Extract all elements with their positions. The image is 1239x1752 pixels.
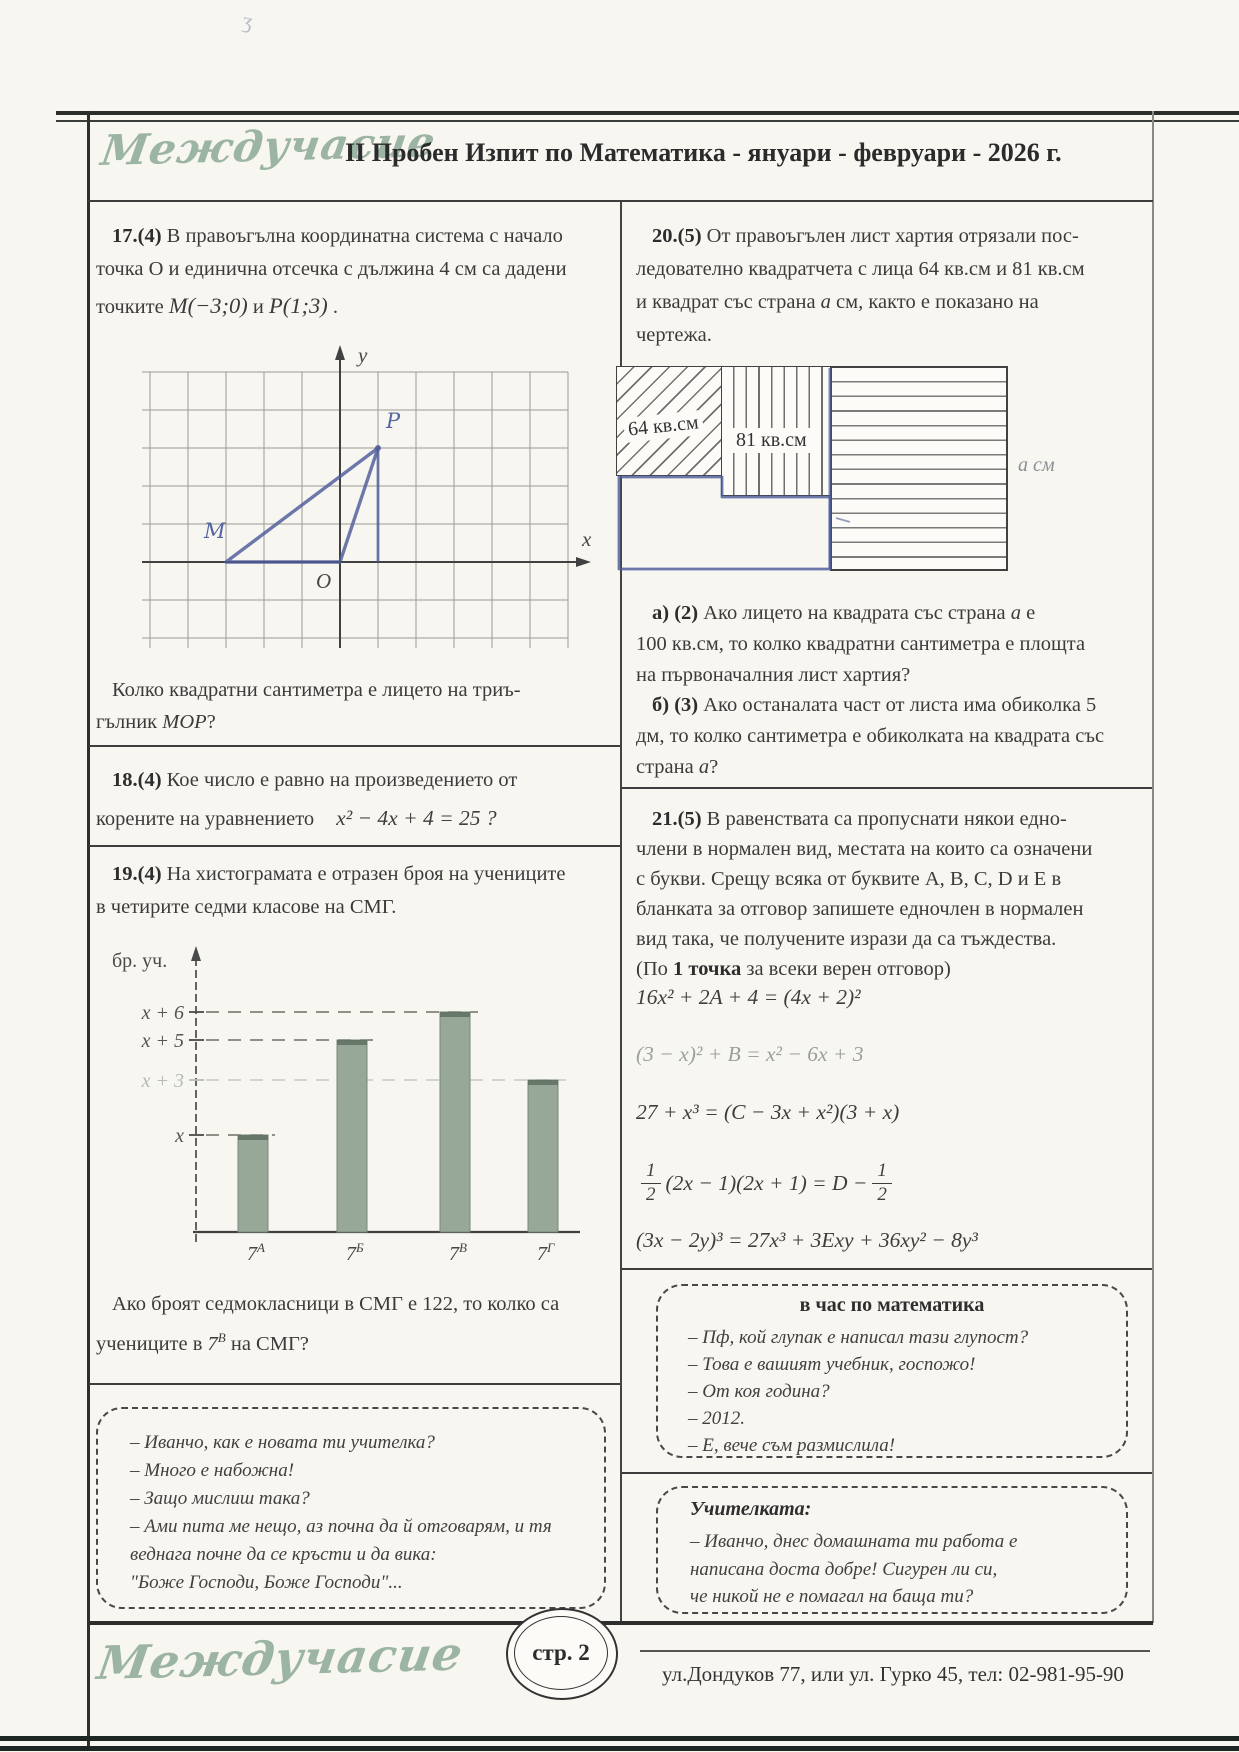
pen-outline-overlay bbox=[616, 366, 1076, 578]
joke-line: – Пф, кой глупак е написал тази глупост? bbox=[688, 1327, 1029, 1348]
histogram-bar bbox=[440, 1012, 470, 1232]
coordinate-grid-figure bbox=[130, 340, 600, 652]
bottom-frame-line-1 bbox=[0, 1736, 1239, 1741]
hist-axis-label: бр. уч. bbox=[112, 950, 168, 972]
joke-line: – Това е вашият учебник, госпожо! bbox=[688, 1354, 976, 1375]
joke-line: "Боже Господи, Боже Господи"... bbox=[130, 1572, 403, 1593]
problem-20-subquestions: а) (2) Ако лицето на квадрата със страна а е 100 кв.см, то колко квадратни сантиметра е площта на първоначалния лист хартия? б) (3) Ако останалата част от листа има обиколка 5 дм, то колко сантиметра е обиколката на квадрата със страна а? bbox=[636, 602, 1105, 778]
section-divider bbox=[621, 787, 1152, 789]
pen-scribble: ʒ bbox=[240, 7, 256, 34]
joke-box-title: в час по математика bbox=[799, 1294, 985, 1316]
histogram-bar-cap bbox=[238, 1135, 268, 1140]
problem-19-question: Ако броят седмокласници в СМГ е 122, то колко са учениците в $7^В$ на СМГ? bbox=[96, 1293, 560, 1355]
joke-line: написана доста добре! Сигурен ли си, bbox=[690, 1558, 998, 1580]
address-divider bbox=[640, 1650, 1150, 1652]
point-p-label: P bbox=[386, 409, 401, 433]
joke-line: че никой не е помагал на баща ти? bbox=[690, 1586, 974, 1607]
x-axis-label: x bbox=[582, 527, 592, 551]
equation-D: $\frac{1}{2}$ (2x − 1)(2x + 1) = D − $\frac{1}{2}$ bbox=[636, 1152, 897, 1214]
point-m-label: M bbox=[204, 519, 226, 543]
histogram-bar bbox=[238, 1135, 268, 1232]
joke-line: – 2012. bbox=[688, 1408, 745, 1429]
problem-19: 19.(4) На хистограмата е отразен броя на учениците в четирите седми класове на СМГ. bbox=[96, 863, 566, 918]
joke-line: – Е, вече съм размислила! bbox=[688, 1435, 896, 1456]
fraction-half: $\frac{1}{2}$ bbox=[872, 1161, 892, 1205]
equation-C: 27 + x³ = (C − 3x + x²)(3 + x) bbox=[636, 1100, 900, 1124]
hist-y-axis-arrow bbox=[191, 946, 201, 961]
problem-17-line: 17.(4) В правоъгълна координатна система с начало bbox=[112, 225, 563, 247]
joke-box-math-class bbox=[656, 1284, 1128, 1458]
section-divider bbox=[621, 1472, 1152, 1474]
right-frame-border bbox=[1152, 111, 1154, 1623]
bar-category-label: $7^А$ bbox=[247, 1240, 265, 1265]
joke-line: веднага почне да се кръсти и да вика: bbox=[130, 1544, 437, 1565]
joke-line: – Защо мислиш така? bbox=[130, 1488, 310, 1509]
problem-21-number: 21.(5) bbox=[652, 808, 702, 830]
pen-tick bbox=[836, 518, 850, 522]
histogram-bar bbox=[528, 1080, 558, 1232]
problem-20-number: 20.(5) bbox=[652, 225, 702, 247]
fraction-half: $\frac{1}{2}$ bbox=[641, 1161, 661, 1205]
bar-category-label: $7^Г$ bbox=[537, 1240, 555, 1265]
masthead-logo: Междучасие bbox=[98, 117, 440, 175]
point-P-dot bbox=[375, 445, 381, 451]
equation-18: x² − 4x + 4 = 25 ? bbox=[336, 806, 497, 830]
page-number-ellipse bbox=[506, 1608, 618, 1700]
joke-line: – Иванчо, как е новата ти учителка? bbox=[130, 1432, 435, 1453]
triangle-name: MOP bbox=[162, 711, 207, 733]
level-label: x bbox=[175, 1125, 184, 1147]
problem-17-number: 17.(4) bbox=[112, 225, 162, 247]
x-axis-arrow bbox=[576, 557, 591, 567]
equation-B: (3 − x)² + B = x² − 6x + 3 bbox=[636, 1042, 864, 1066]
histogram-figure bbox=[100, 940, 600, 1276]
joke-line: – Много е набожна! bbox=[130, 1460, 295, 1481]
problem-17-line: точките M(−3;0) и P(1;3) . bbox=[96, 293, 338, 318]
joke-box-left bbox=[96, 1407, 606, 1609]
sub-a-number: а) (2) bbox=[652, 602, 699, 624]
equation-E: (3x − 2y)³ = 27x³ + 3Exy + 36xy² − 8y³ bbox=[636, 1228, 978, 1252]
problem-21: 21.(5) В равенствата са пропуснати някои едно- члени в нормален вид, местата на които са означени с букви. Срещу всяка от буквите A, B, C, D и E в бланката за отговор запишете едночлен в нормален вид така, че получените изрази да са тъждества. (По 1 точка за всеки верен отговор) bbox=[636, 808, 1093, 980]
histogram-bar-cap bbox=[440, 1012, 470, 1017]
histogram-bar-cap bbox=[337, 1040, 367, 1045]
section-divider bbox=[621, 1268, 1152, 1270]
bar-category-label: $7^В$ bbox=[449, 1240, 467, 1265]
joke-line: – Иванчо, днес домашната ти работа е bbox=[690, 1531, 1018, 1552]
equation-A: 16x² + 2A + 4 = (4x + 2)² bbox=[636, 985, 861, 1009]
sub-b-number: б) (3) bbox=[652, 694, 699, 717]
footer-logo: Междучасие bbox=[94, 1626, 467, 1690]
footer-divider bbox=[88, 1621, 1153, 1625]
joke-box-teacher bbox=[656, 1486, 1128, 1614]
section-divider bbox=[89, 845, 620, 847]
problem-17 bbox=[96, 220, 608, 326]
point-m-coords: M(−3;0) bbox=[168, 293, 248, 318]
square-a-side-label: а см bbox=[1018, 454, 1055, 476]
footer-address: ул.Дондуков 77, или ул. Гурко 45, тел: 02-981-95-90 bbox=[662, 1662, 1124, 1686]
histogram-bar bbox=[337, 1040, 367, 1232]
square-64-label: 64 кв.см bbox=[623, 410, 704, 443]
bar-category-label: $7^Б$ bbox=[346, 1240, 364, 1265]
section-divider bbox=[89, 1383, 620, 1385]
point-p-coords: P(1;3) bbox=[268, 293, 328, 318]
problem-18-number: 18.(4) bbox=[112, 769, 162, 791]
level-label: x + 5 bbox=[141, 1030, 184, 1052]
joke-line: – От коя година? bbox=[688, 1381, 830, 1402]
level-label: x + 3 bbox=[141, 1070, 184, 1092]
problem-17-question: Колко квадратни сантиметра е лицето на триъ- гълник MOP? bbox=[96, 679, 521, 733]
problem-20: 20.(5) От правоъгълен лист хартия отрязали пос- ледователно квадратчета с лица 64 кв.см и 81 кв.см и квадрат със страна а см, както е показано на чертежа. bbox=[636, 225, 1085, 346]
problem-18: 18.(4) Кое число е равно на произведението от корените на уравнението x² − 4x + 4 = 25 ? bbox=[96, 769, 518, 830]
bottom-frame-line-2 bbox=[0, 1746, 1239, 1751]
origin-label: O bbox=[316, 569, 332, 593]
page-title: II Пробен Изпит по Математика - януари - февруари - 2026 г. bbox=[345, 138, 1062, 167]
left-frame-border bbox=[87, 111, 90, 1747]
top-frame-line-thick bbox=[56, 111, 1239, 115]
level-label: x + 6 bbox=[141, 1002, 184, 1024]
paper-cut-figure bbox=[616, 366, 1076, 578]
joke-line: – Ами пита ме нещо, аз почна да й отговарям, и тя bbox=[130, 1516, 552, 1537]
top-frame-line-thin bbox=[56, 120, 1239, 122]
y-axis-label: y bbox=[358, 343, 368, 367]
problem-19-number: 19.(4) bbox=[112, 863, 162, 885]
page-number: стр. 2 bbox=[532, 1640, 590, 1665]
histogram-bar-cap bbox=[528, 1080, 558, 1085]
problem-17-line: точка О и единична отсечка с дължина 4 см са дадени bbox=[96, 258, 567, 280]
y-axis-arrow bbox=[335, 345, 345, 360]
class-sup: В bbox=[217, 1330, 226, 1345]
section-divider bbox=[89, 745, 620, 747]
square-81-label: 81 кв.см bbox=[732, 428, 811, 453]
remaining-paper-outline bbox=[619, 477, 830, 569]
joke-box-title: Учителката: bbox=[690, 1498, 812, 1520]
